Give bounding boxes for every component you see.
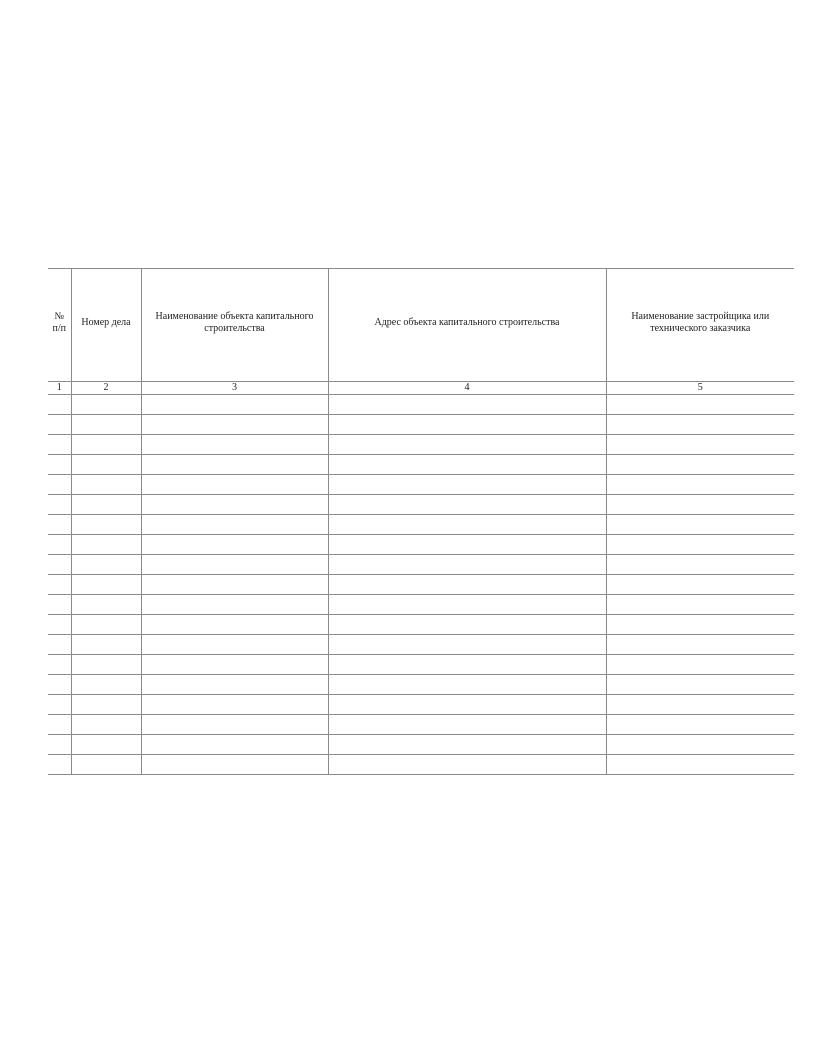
table-cell[interactable] [328, 675, 606, 695]
table-cell[interactable] [71, 735, 141, 755]
table-row [48, 495, 794, 515]
column-number-4: 4 [328, 382, 606, 395]
table-cell[interactable] [71, 715, 141, 735]
table-cell[interactable] [71, 435, 141, 455]
table-cell[interactable] [48, 555, 71, 575]
table-cell[interactable] [606, 635, 794, 655]
column-number-row [48, 382, 794, 395]
table-cell[interactable] [606, 415, 794, 435]
table-cell[interactable] [141, 435, 328, 455]
table-cell[interactable] [141, 415, 328, 435]
table-cell[interactable] [48, 595, 71, 615]
table-cell[interactable] [71, 635, 141, 655]
table-cell[interactable] [606, 655, 794, 675]
table-cell[interactable] [71, 455, 141, 475]
table-cell[interactable] [48, 695, 71, 715]
header-cell-object-name: Наименование объекта капитального строительства [141, 269, 328, 382]
table-cell[interactable] [606, 395, 794, 415]
table-row [48, 455, 794, 475]
table-row [48, 555, 794, 575]
table-cell[interactable] [141, 675, 328, 695]
table-cell[interactable] [141, 475, 328, 495]
table-cell[interactable] [328, 455, 606, 475]
table-row [48, 735, 794, 755]
table-cell[interactable] [48, 475, 71, 495]
table-cell[interactable] [328, 755, 606, 775]
table-cell[interactable] [606, 455, 794, 475]
table-row [48, 715, 794, 735]
table-cell[interactable] [606, 715, 794, 735]
table-cell[interactable] [606, 595, 794, 615]
table-cell[interactable] [328, 515, 606, 535]
table-cell[interactable] [48, 755, 71, 775]
table-cell[interactable] [606, 515, 794, 535]
column-number-3: 3 [141, 382, 328, 395]
table-cell[interactable] [141, 735, 328, 755]
table-row [48, 595, 794, 615]
table-row [48, 695, 794, 715]
table-cell[interactable] [328, 715, 606, 735]
table-cell[interactable] [328, 555, 606, 575]
table-cell[interactable] [606, 695, 794, 715]
table-cell[interactable] [71, 475, 141, 495]
table-cell[interactable] [606, 755, 794, 775]
register-table [48, 268, 794, 775]
table-cell[interactable] [328, 415, 606, 435]
table-cell[interactable] [141, 495, 328, 515]
table-cell[interactable] [71, 675, 141, 695]
table-row [48, 575, 794, 595]
header-cell-number [48, 269, 71, 382]
table-cell[interactable] [328, 655, 606, 675]
table-cell[interactable] [141, 535, 328, 555]
table-cell[interactable] [141, 515, 328, 535]
table-cell[interactable] [141, 755, 328, 775]
table-cell[interactable] [606, 575, 794, 595]
table-cell[interactable] [606, 435, 794, 455]
table-row [48, 755, 794, 775]
table-cell[interactable] [141, 395, 328, 415]
table-cell[interactable] [328, 395, 606, 415]
column-number-2: 2 [71, 382, 141, 395]
table-cell[interactable] [328, 495, 606, 515]
table-cell[interactable] [71, 555, 141, 575]
table-cell[interactable] [48, 675, 71, 695]
table-cell[interactable] [328, 595, 606, 615]
table-cell[interactable] [141, 655, 328, 675]
table-body [48, 395, 794, 775]
table-cell[interactable] [328, 475, 606, 495]
table-cell[interactable] [328, 615, 606, 635]
table-cell[interactable] [328, 535, 606, 555]
table-row [48, 535, 794, 555]
table-cell[interactable] [328, 635, 606, 655]
table-cell[interactable] [71, 415, 141, 435]
table-cell[interactable] [141, 575, 328, 595]
table-row [48, 655, 794, 675]
table-header-row [48, 269, 794, 382]
table-cell[interactable] [328, 735, 606, 755]
table-row [48, 475, 794, 495]
table-cell[interactable] [141, 595, 328, 615]
table-cell[interactable] [606, 615, 794, 635]
table-cell[interactable] [48, 655, 71, 675]
header-cell-case-number: Номер дела [71, 269, 141, 382]
table-cell[interactable] [71, 655, 141, 675]
table-cell[interactable] [48, 735, 71, 755]
table-cell[interactable] [328, 695, 606, 715]
table-cell[interactable] [48, 615, 71, 635]
table-cell[interactable] [606, 675, 794, 695]
header-cell-developer-name: Наименование застройщика или технического заказчика [606, 269, 794, 382]
table-row [48, 515, 794, 535]
table-cell[interactable] [141, 695, 328, 715]
table-cell[interactable] [328, 575, 606, 595]
table-cell[interactable] [71, 515, 141, 535]
table-cell[interactable] [141, 555, 328, 575]
table-cell[interactable] [606, 535, 794, 555]
table-cell[interactable] [48, 635, 71, 655]
table-row [48, 395, 794, 415]
table-cell[interactable] [141, 635, 328, 655]
table-cell[interactable] [71, 595, 141, 615]
table-cell[interactable] [141, 615, 328, 635]
table-cell[interactable] [141, 715, 328, 735]
table-cell[interactable] [48, 515, 71, 535]
header-cell-object-address: Адрес объекта капитального строительства [328, 269, 606, 382]
table-cell[interactable] [48, 495, 71, 515]
table-cell[interactable] [606, 555, 794, 575]
table-row [48, 435, 794, 455]
table-cell[interactable] [71, 495, 141, 515]
table-cell[interactable] [48, 575, 71, 595]
table-cell[interactable] [71, 575, 141, 595]
table-cell[interactable] [71, 755, 141, 775]
table-cell[interactable] [71, 695, 141, 715]
table-cell[interactable] [606, 475, 794, 495]
table-row [48, 675, 794, 695]
table-cell[interactable] [48, 715, 71, 735]
table-cell[interactable] [71, 395, 141, 415]
column-number-1: 1 [48, 382, 71, 395]
table-cell[interactable] [71, 535, 141, 555]
table-row [48, 415, 794, 435]
table-row [48, 615, 794, 635]
header-number-symbol: № [54, 311, 65, 322]
table-cell[interactable] [48, 435, 71, 455]
table-cell[interactable] [606, 495, 794, 515]
column-number-5: 5 [606, 382, 794, 395]
table-cell[interactable] [141, 455, 328, 475]
table-row [48, 635, 794, 655]
table-cell[interactable] [48, 455, 71, 475]
table-cell[interactable] [48, 535, 71, 555]
table-cell[interactable] [71, 615, 141, 635]
table-cell[interactable] [606, 735, 794, 755]
table-cell[interactable] [48, 415, 71, 435]
header-number-abbrev: п/п [52, 323, 66, 334]
table-cell[interactable] [48, 395, 71, 415]
table-cell[interactable] [328, 435, 606, 455]
